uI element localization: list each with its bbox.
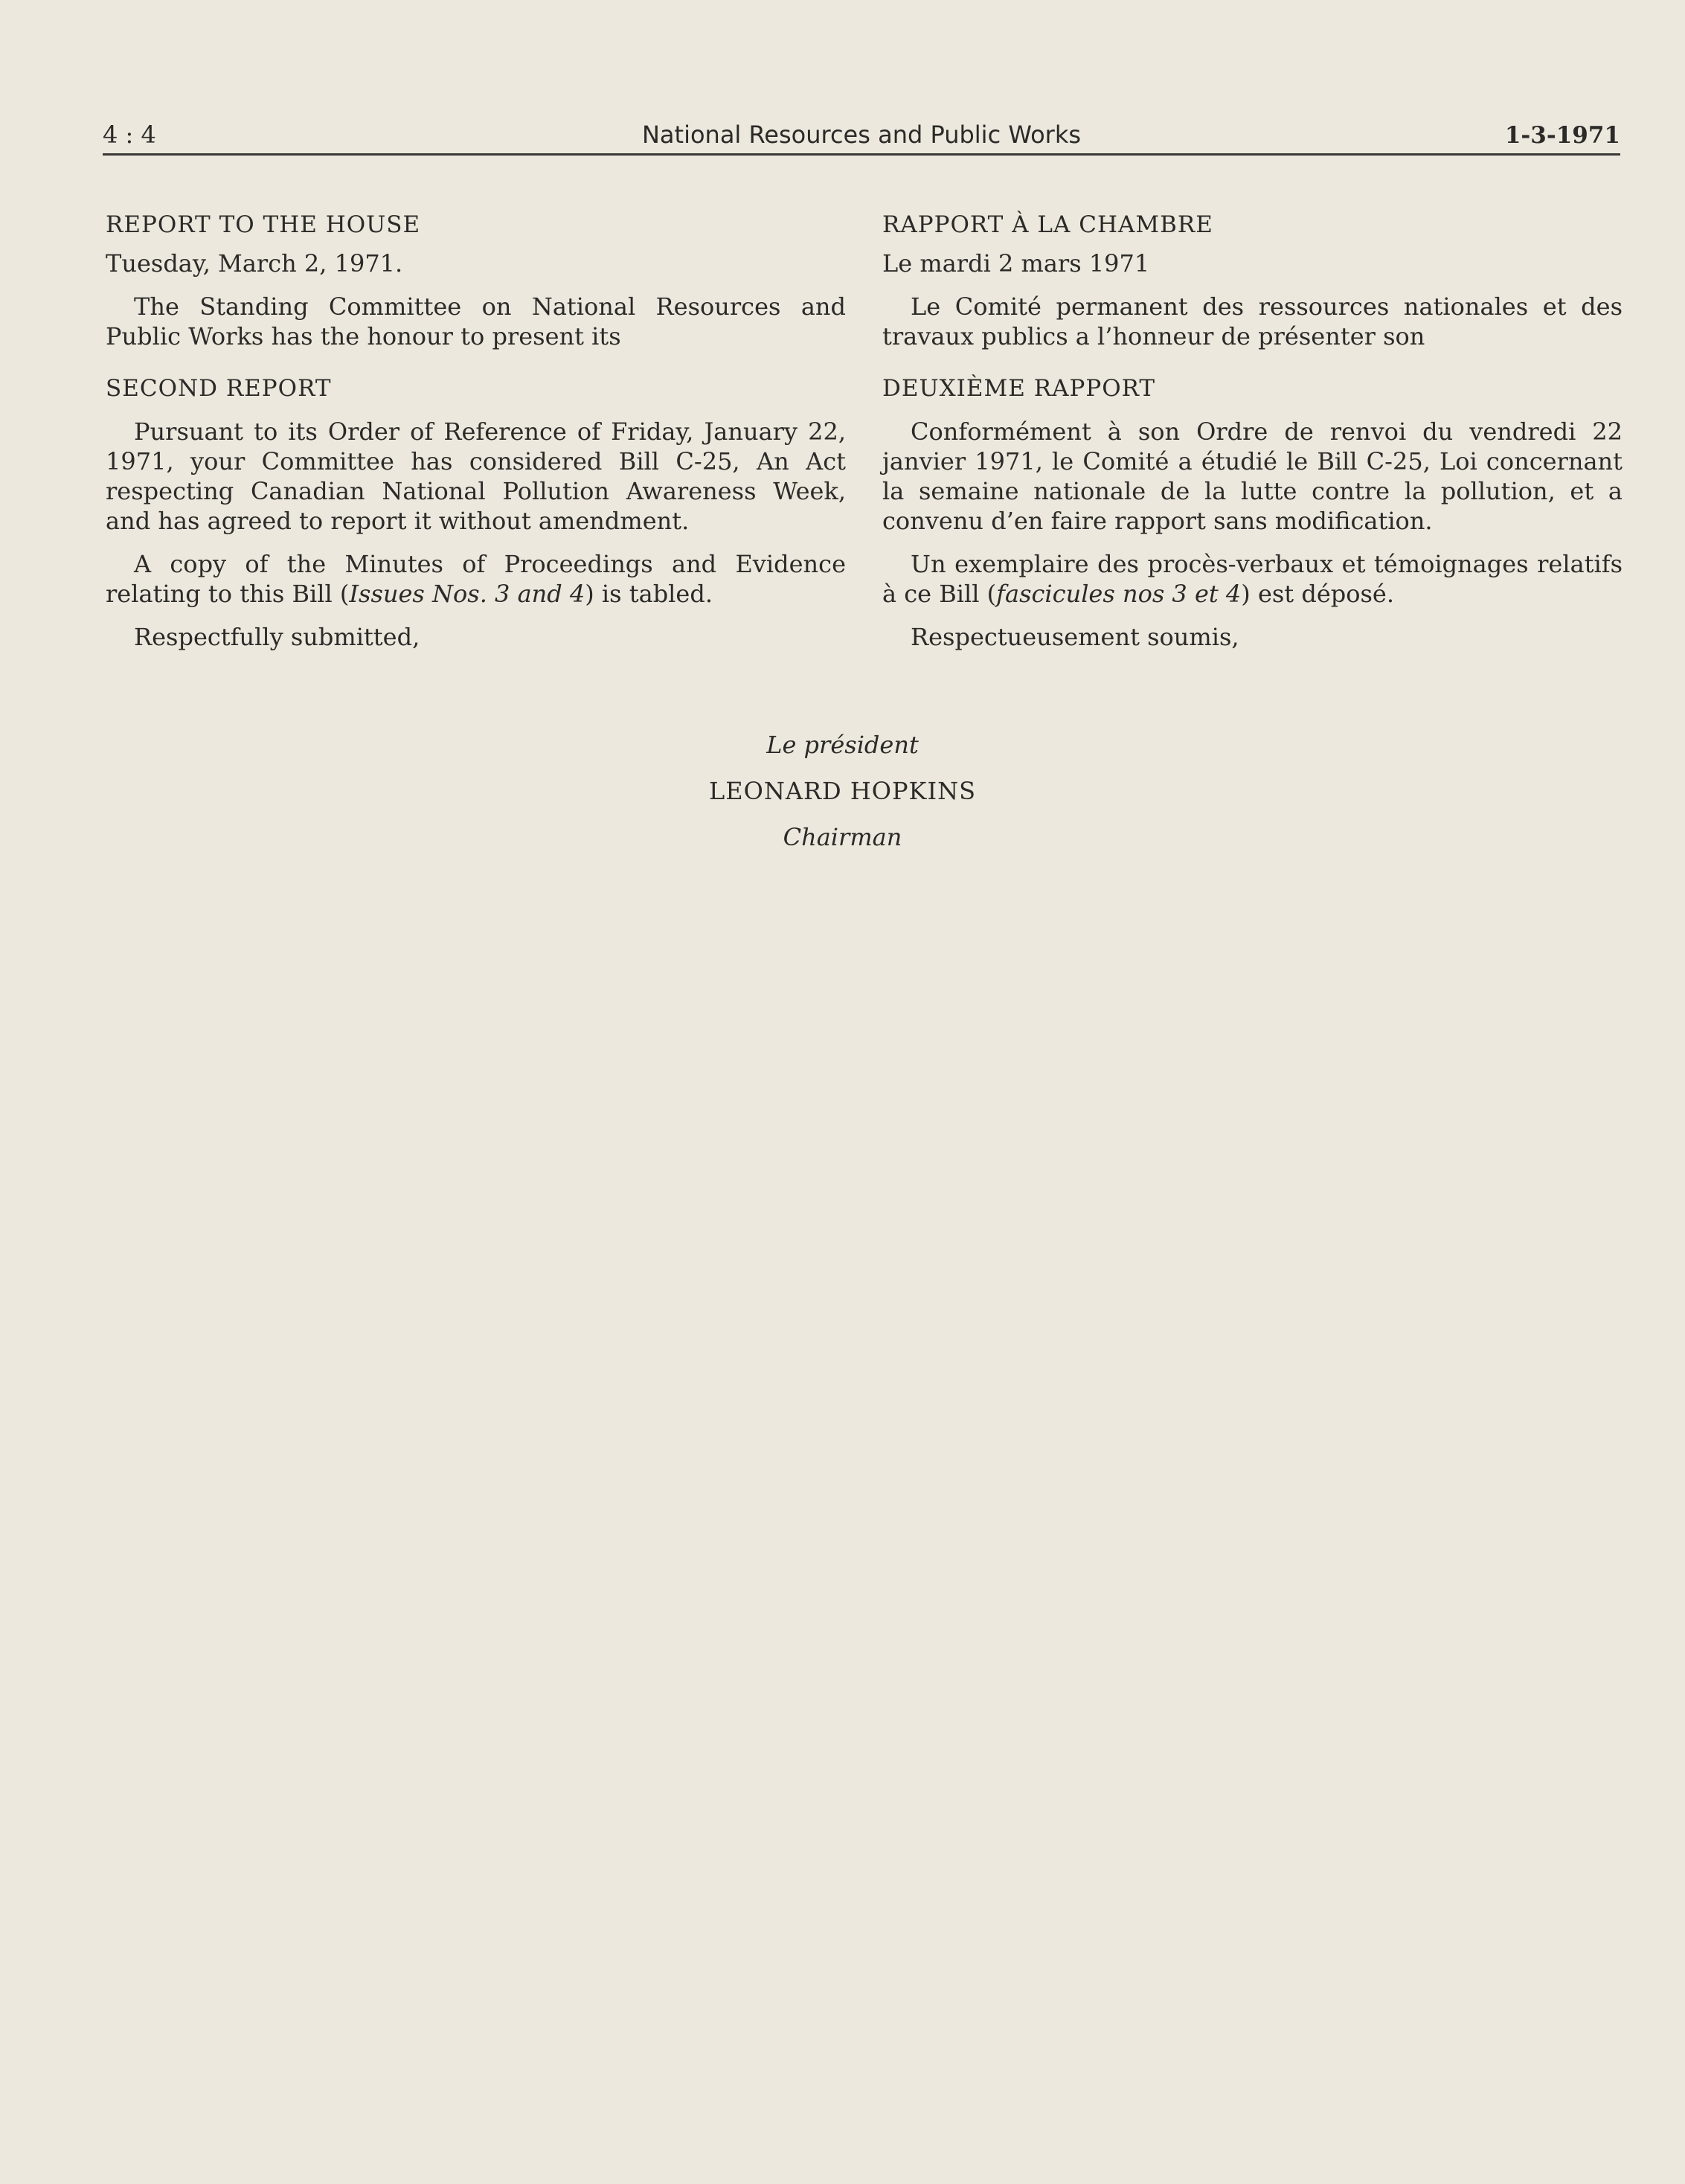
body-paragraph-1-fr: Conformément à son Ordre de renvoi du vendredi 22 janvier 1971, le Comité a étudié le Bill C-25, Loi concernant la semaine nationale de la lutte contre la pollution, et a convenu d’en faire rapport sans modification. (882, 417, 1623, 535)
running-title: National Resources and Public Works (641, 121, 1082, 149)
french-column (882, 210, 1623, 652)
report-title-fr: DEUXIÈME RAPPORT (882, 375, 1156, 402)
signature-name: LEONARD HOPKINS (708, 777, 976, 805)
report-title-en: SECOND REPORT (106, 375, 332, 402)
closing-en: Respectfully submitted, (134, 623, 420, 651)
intro-paragraph-fr: Le Comité permanent des ressources nationales et des travaux publics a l’honneur de présenter son (882, 292, 1623, 350)
body-paragraph-2-en: A copy of the Minutes of Proceedings and Evidence relating to this Bill (Issues Nos. 3 and 4) is tabled. (106, 550, 846, 608)
english-column (106, 210, 846, 652)
signature-block (0, 722, 1685, 860)
report-date-en: Tuesday, March 2, 1971. (106, 249, 403, 278)
page-header (103, 118, 1620, 156)
header-date: 1-3-1971 (1504, 122, 1620, 149)
page-number: 4 : 4 (103, 121, 156, 149)
closing-fr: Respectueusement soumis, (911, 623, 1239, 651)
signature-title-en: Chairman (783, 823, 902, 851)
signature-title-fr: Le président (766, 731, 919, 759)
report-heading-fr: RAPPORT À LA CHAMBRE (882, 211, 1213, 238)
report-date-fr: Le mardi 2 mars 1971 (882, 249, 1150, 278)
intro-paragraph-en: The Standing Committee on National Resources and Public Works has the honour to present its (106, 292, 846, 350)
body-paragraph-2-fr: Un exemplaire des procès-verbaux et témoignages relatifs à ce Bill (fascicules nos 3 et 4) est déposé. (882, 550, 1623, 608)
report-heading-en: REPORT TO THE HOUSE (106, 211, 421, 238)
body-paragraph-1-en: Pursuant to its Order of Reference of Friday, January 22, 1971, your Committee has considered Bill C-25, An Act respecting Canadian National Pollution Awareness Week, and has agreed to report it without amendment. (106, 417, 846, 535)
